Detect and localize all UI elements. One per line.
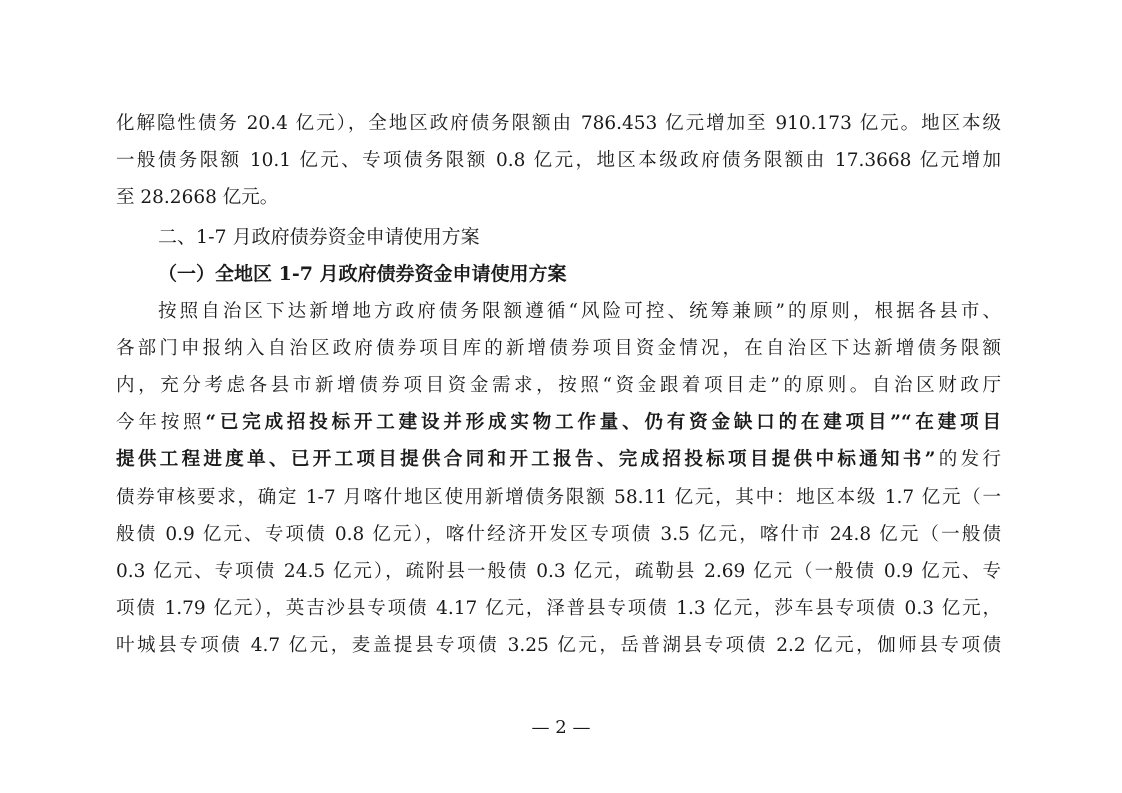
body-text-line: 项债 1.79 亿元），英吉沙县专项债 4.17 亿元，泽普县专项债 1.3 亿元，莎车县专项债 0.3 亿元， [116, 598, 1001, 619]
body-text-line: 叶城县专项债 4.7 亿元，麦盖提县专项债 3.25 亿元，岳普湖县专项债 2.2 亿元，伽师县专项债 [116, 635, 1001, 656]
body-text-line: 至 28.2668 亿元。 [116, 187, 279, 208]
emphasized-requirement-text: “已完成招投标开工建设并形成实物工作量、仍有资金缺口的在建项目”“在建项目 [205, 412, 1001, 433]
body-text-line: 各部门申报纳入自治区政府债券项目库的新增债券项目资金情况，在自治区下达新增债务限额 [116, 338, 1001, 359]
body-text-line: 按照自治区下达新增地方政府债务限额遵循“风险可控、统筹兼顾”的原则，根据各县市、 [158, 301, 1001, 322]
section-heading: 二、1-7 月政府债券资金申请使用方案 [158, 226, 480, 248]
body-text-line-mixed [116, 442, 1001, 478]
body-text-line: 债券审核要求，确定 1-7 月喀什地区使用新增债务限额 58.11 亿元，其中：地区本级 1.7 亿元（一 [116, 487, 1001, 508]
body-text-segment: 的发行 [935, 449, 1001, 470]
page-number: — 2 — [531, 717, 591, 738]
emphasized-requirement-text: 提供工程进度单、已开工项目提供合同和开工报告、完成招投标项目提供中标通知书” [116, 449, 936, 470]
body-text-line: 一般债务限额 10.1 亿元、专项债务限额 0.8 亿元，地区本级政府债务限额由 17.3668 亿元增加 [116, 150, 1001, 171]
body-text-line: 0.3 亿元、专项债 24.5 亿元），疏附县一般债 0.3 亿元，疏勒县 2.69 亿元（一般债 0.9 亿元、专 [116, 561, 1001, 582]
body-text-segment: 今年按照 [116, 412, 206, 433]
subsection-heading: （一）全地区 1-7 月政府债券资金申请使用方案 [158, 263, 567, 285]
body-text-line: 般债 0.9 亿元、专项债 0.8 亿元），喀什经济开发区专项债 3.5 亿元，喀什市 24.8 亿元（一般债 [116, 524, 1001, 545]
body-text-line-mixed [116, 405, 1001, 441]
body-text-line: 内，充分考虑各县市新增债券项目资金需求，按照“资金跟着项目走”的原则。自治区财政厅 [116, 375, 1001, 396]
body-text-line: 化解隐性债务 20.4 亿元），全地区政府债务限额由 786.453 亿元增加至 910.173 亿元。地区本级 [116, 113, 1001, 134]
